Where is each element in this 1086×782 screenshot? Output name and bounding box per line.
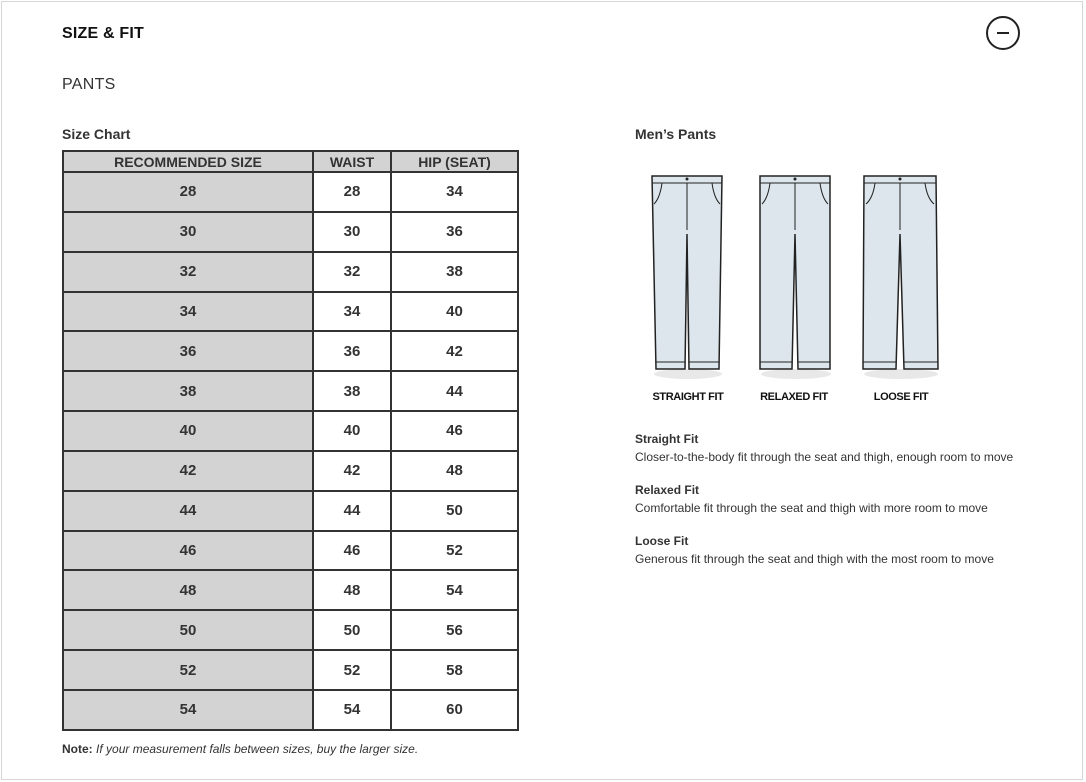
table-row (63, 610, 518, 650)
recommended-size-cell: 52 (63, 650, 313, 690)
hip-cell: 44 (391, 371, 518, 411)
table-row (63, 371, 518, 411)
relaxed-fit-title: Relaxed Fit (635, 483, 700, 497)
hip-cell: 50 (391, 491, 518, 531)
straight-fit-label: STRAIGHT FIT (652, 391, 724, 403)
table-row (63, 570, 518, 610)
size-chart-label: Size Chart (62, 126, 131, 142)
waist-cell: 38 (313, 371, 391, 411)
modal-title: SIZE & FIT (62, 25, 144, 42)
recommended-size-cell: 44 (63, 491, 313, 531)
hip-cell: 56 (391, 610, 518, 650)
recommended-size-cell: 42 (63, 451, 313, 491)
straight-fit-pants-icon (648, 174, 728, 380)
waist-cell: 40 (313, 411, 391, 451)
collapse-button[interactable] (986, 16, 1020, 50)
loose-fit-label: LOOSE FIT (873, 391, 929, 403)
recommended-size-cell: 32 (63, 252, 313, 292)
category-title: PANTS (62, 76, 116, 93)
hip-cell: 40 (391, 292, 518, 332)
waist-cell: 42 (313, 451, 391, 491)
waist-cell: 50 (313, 610, 391, 650)
relaxed-fit-pants-icon (756, 174, 836, 380)
hip-cell: 42 (391, 331, 518, 371)
table-row (63, 411, 518, 451)
size-note (62, 742, 418, 756)
loose-fit-pants-icon (861, 174, 941, 380)
relaxed-fit-label: RELAXED FIT (760, 391, 828, 403)
waist-cell: 34 (313, 292, 391, 332)
column-header-recommended-size: RECOMMENDED SIZE (63, 151, 313, 172)
hip-cell: 58 (391, 650, 518, 690)
size-chart-table (62, 150, 519, 731)
column-header-hip-seat: HIP (SEAT) (391, 151, 518, 172)
table-row (63, 331, 518, 371)
hip-cell: 48 (391, 451, 518, 491)
table-row (63, 650, 518, 690)
table-row (63, 212, 518, 252)
waist-cell: 46 (313, 531, 391, 571)
table-header-row (63, 151, 518, 172)
hip-cell: 38 (391, 252, 518, 292)
column-header-waist: WAIST (313, 151, 391, 172)
minus-icon (997, 32, 1009, 34)
hip-cell: 46 (391, 411, 518, 451)
table-row (63, 252, 518, 292)
note-label: Note: (62, 742, 93, 756)
recommended-size-cell: 50 (63, 610, 313, 650)
straight-fit-description: Closer-to-the-body fit through the seat and thigh, enough room to move (635, 450, 1014, 464)
hip-cell: 54 (391, 570, 518, 610)
table-row (63, 531, 518, 571)
recommended-size-cell: 46 (63, 531, 313, 571)
recommended-size-cell: 36 (63, 331, 313, 371)
waist-cell: 30 (313, 212, 391, 252)
waist-cell: 52 (313, 650, 391, 690)
loose-fit-title: Loose Fit (635, 534, 689, 548)
waist-cell: 32 (313, 252, 391, 292)
hip-cell: 60 (391, 690, 518, 730)
waist-cell: 28 (313, 172, 391, 212)
table-row (63, 172, 518, 212)
straight-fit-title: Straight Fit (635, 432, 699, 446)
waist-cell: 54 (313, 690, 391, 730)
waist-cell: 44 (313, 491, 391, 531)
relaxed-fit-description: Comfortable fit through the seat and thigh with more room to move (635, 501, 988, 515)
table-row (63, 451, 518, 491)
recommended-size-cell: 30 (63, 212, 313, 252)
hip-cell: 52 (391, 531, 518, 571)
waist-cell: 36 (313, 331, 391, 371)
recommended-size-cell: 54 (63, 690, 313, 730)
hip-cell: 34 (391, 172, 518, 212)
recommended-size-cell: 48 (63, 570, 313, 610)
recommended-size-cell: 40 (63, 411, 313, 451)
recommended-size-cell: 28 (63, 172, 313, 212)
waist-cell: 48 (313, 570, 391, 610)
table-row (63, 690, 518, 730)
loose-fit-description: Generous fit through the seat and thigh with the most room to move (635, 552, 994, 566)
note-text: If your measurement falls between sizes, buy the larger size. (96, 742, 419, 756)
table-row (63, 292, 518, 332)
recommended-size-cell: 34 (63, 292, 313, 332)
mens-pants-label: Men’s Pants (635, 126, 717, 142)
hip-cell: 36 (391, 212, 518, 252)
table-row (63, 491, 518, 531)
recommended-size-cell: 38 (63, 371, 313, 411)
